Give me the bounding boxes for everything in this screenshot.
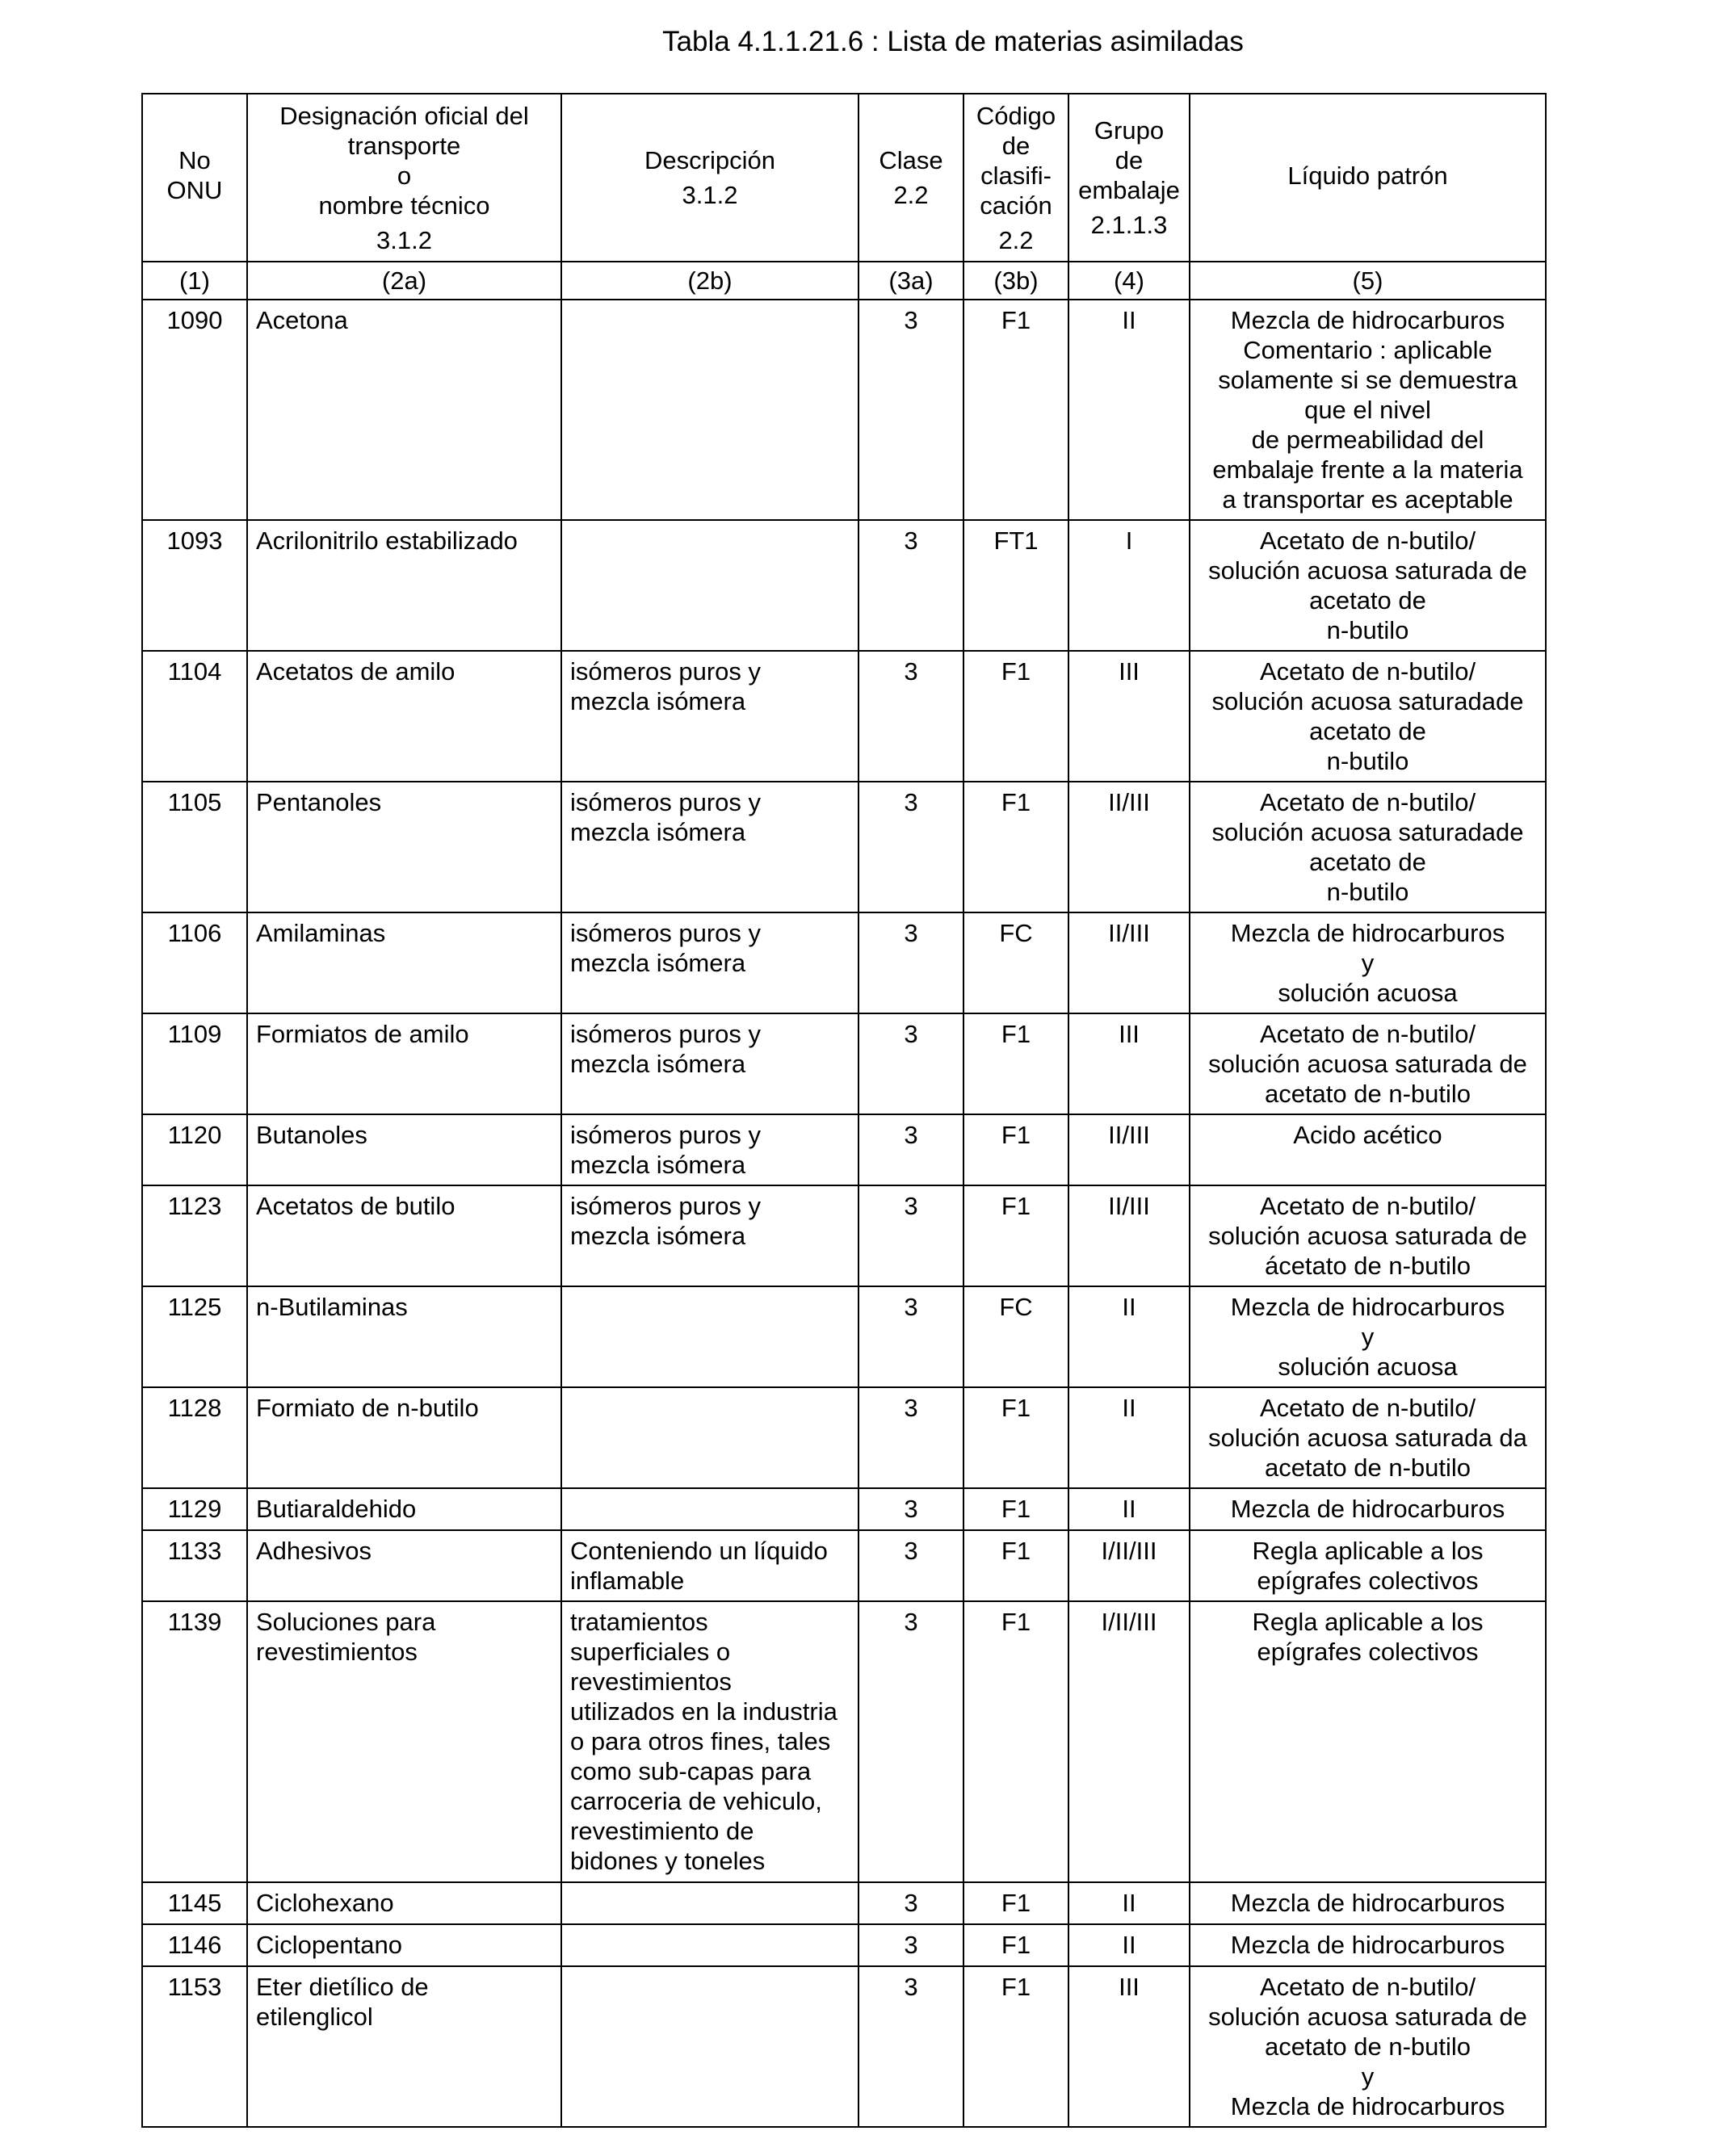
cell-onu: 1129: [142, 1488, 247, 1530]
cell-standard-liquid: Mezcla de hidrocarburos: [1190, 1882, 1546, 1924]
cell-packing-group: II: [1068, 1488, 1190, 1530]
cell-name: Acetona: [247, 300, 561, 520]
cell-name: Pentanoles: [247, 782, 561, 912]
cell-standard-liquid: Regla aplicable a los epígrafes colectivos: [1190, 1601, 1546, 1882]
cell-name: Butanoles: [247, 1114, 561, 1185]
cell-onu: 1125: [142, 1286, 247, 1387]
cell-packing-group: II: [1068, 1882, 1190, 1924]
cell-packing-group: I/II/III: [1068, 1601, 1190, 1882]
cell-packing-group: III: [1068, 1013, 1190, 1114]
column-number: (2a): [247, 262, 561, 300]
cell-code: F1: [963, 300, 1068, 520]
cell-class: 3: [858, 1185, 963, 1286]
cell-class: 3: [858, 1530, 963, 1601]
cell-description: [561, 1488, 858, 1530]
table-body: [142, 300, 1546, 2127]
cell-name: Amilaminas: [247, 912, 561, 1013]
cell-code: F1: [963, 1966, 1068, 2127]
cell-packing-group: II/III: [1068, 782, 1190, 912]
materials-table: [141, 93, 1547, 2128]
cell-onu: 1139: [142, 1601, 247, 1882]
cell-standard-liquid: Regla aplicable a los epígrafes colectivos: [1190, 1530, 1546, 1601]
cell-class: 3: [858, 1601, 963, 1882]
cell-description: isómeros puros y mezcla isómera: [561, 782, 858, 912]
cell-standard-liquid: Acetato de n-butilo/ solución acuosa saturada de acetato de n-butilo: [1190, 520, 1546, 651]
cell-packing-group: II/III: [1068, 1185, 1190, 1286]
cell-name: Acetatos de butilo: [247, 1185, 561, 1286]
cell-code: F1: [963, 1185, 1068, 1286]
column-number: (2b): [561, 262, 858, 300]
table-row: [142, 1185, 1546, 1286]
cell-name: Acrilonitrilo estabilizado: [247, 520, 561, 651]
cell-name: n-Butilaminas: [247, 1286, 561, 1387]
cell-name: Acetatos de amilo: [247, 651, 561, 782]
table-row: [142, 1387, 1546, 1488]
cell-code: FT1: [963, 520, 1068, 651]
cell-packing-group: III: [1068, 1966, 1190, 2127]
cell-packing-group: III: [1068, 651, 1190, 782]
cell-code: F1: [963, 1114, 1068, 1185]
cell-description: [561, 1387, 858, 1488]
table-row: [142, 1601, 1546, 1882]
cell-onu: 1145: [142, 1882, 247, 1924]
cell-onu: 1104: [142, 651, 247, 782]
cell-code: F1: [963, 1488, 1068, 1530]
cell-class: 3: [858, 1114, 963, 1185]
cell-code: F1: [963, 1530, 1068, 1601]
cell-description: isómeros puros y mezcla isómera: [561, 912, 858, 1013]
table-row: [142, 1882, 1546, 1924]
cell-packing-group: I/II/III: [1068, 1530, 1190, 1601]
cell-onu: 1123: [142, 1185, 247, 1286]
table-row: [142, 300, 1546, 520]
table-row: [142, 1114, 1546, 1185]
cell-packing-group: II/III: [1068, 912, 1190, 1013]
cell-description: isómeros puros y mezcla isómera: [561, 1185, 858, 1286]
cell-class: 3: [858, 1966, 963, 2127]
cell-description: tratamientos superficiales o revestimientos utilizados en la industria o para otros fines, tales como sub-capas para carroceria de vehiculo, revestimiento de bidones y toneles: [561, 1601, 858, 1882]
page-title: Tabla 4.1.1.21.6 : Lista de materias asimiladas: [662, 26, 1244, 57]
cell-code: F1: [963, 651, 1068, 782]
column-number: (1): [142, 262, 247, 300]
table-row: [142, 1013, 1546, 1114]
cell-description: [561, 1924, 858, 1966]
cell-onu: 1090: [142, 300, 247, 520]
cell-description: [561, 520, 858, 651]
table-row: [142, 1286, 1546, 1387]
cell-packing-group: I: [1068, 520, 1190, 651]
cell-code: FC: [963, 1286, 1068, 1387]
cell-class: 3: [858, 1013, 963, 1114]
cell-code: F1: [963, 1387, 1068, 1488]
cell-onu: 1153: [142, 1966, 247, 2127]
cell-class: 3: [858, 300, 963, 520]
header-cell-code: Código de clasifi- cación 2.2: [963, 94, 1068, 262]
cell-code: F1: [963, 1013, 1068, 1114]
cell-standard-liquid: Acetato de n-butilo/ solución acuosa saturada da acetato de n-butilo: [1190, 1387, 1546, 1488]
cell-onu: 1146: [142, 1924, 247, 1966]
header-cell-description: Descripción 3.1.2: [561, 94, 858, 262]
cell-standard-liquid: Mezcla de hidrocarburos Comentario : aplicable solamente si se demuestra que el nivel de permeabilidad del embalaje frente a la materia a transportar es aceptable: [1190, 300, 1546, 520]
cell-standard-liquid: Mezcla de hidrocarburos y solución acuosa: [1190, 1286, 1546, 1387]
cell-standard-liquid: Acetato de n-butilo/ solución acuosa saturadade acetato de n-butilo: [1190, 782, 1546, 912]
column-number-row: [142, 262, 1546, 300]
cell-name: Formiato de n-butilo: [247, 1387, 561, 1488]
cell-standard-liquid: Acetato de n-butilo/ solución acuosa saturadade acetato de n-butilo: [1190, 651, 1546, 782]
column-number: (5): [1190, 262, 1546, 300]
cell-standard-liquid: Acetato de n-butilo/ solución acuosa saturada de acetato de n-butilo: [1190, 1013, 1546, 1114]
cell-class: 3: [858, 1286, 963, 1387]
cell-description: [561, 1966, 858, 2127]
column-number: (3b): [963, 262, 1068, 300]
cell-code: F1: [963, 1882, 1068, 1924]
cell-onu: 1128: [142, 1387, 247, 1488]
cell-packing-group: II: [1068, 1387, 1190, 1488]
table-row: [142, 1488, 1546, 1530]
header-row: [142, 94, 1546, 262]
cell-onu: 1109: [142, 1013, 247, 1114]
cell-onu: 1105: [142, 782, 247, 912]
cell-description: isómeros puros y mezcla isómera: [561, 1013, 858, 1114]
cell-name: Eter dietílico de etilenglicol: [247, 1966, 561, 2127]
cell-onu: 1106: [142, 912, 247, 1013]
cell-onu: 1120: [142, 1114, 247, 1185]
cell-name: Ciclopentano: [247, 1924, 561, 1966]
cell-name: Formiatos de amilo: [247, 1013, 561, 1114]
cell-class: 3: [858, 520, 963, 651]
cell-description: isómeros puros y mezcla isómera: [561, 651, 858, 782]
cell-onu: 1133: [142, 1530, 247, 1601]
cell-onu: 1093: [142, 520, 247, 651]
table-row: [142, 1924, 1546, 1966]
cell-standard-liquid: Acido acético: [1190, 1114, 1546, 1185]
cell-name: Ciclohexano: [247, 1882, 561, 1924]
column-number: (4): [1068, 262, 1190, 300]
table-row: [142, 912, 1546, 1013]
cell-code: F1: [963, 1924, 1068, 1966]
cell-code: FC: [963, 912, 1068, 1013]
cell-name: Adhesivos: [247, 1530, 561, 1601]
table-row: [142, 651, 1546, 782]
cell-description: Conteniendo un líquido inflamable: [561, 1530, 858, 1601]
cell-class: 3: [858, 1488, 963, 1530]
cell-description: [561, 300, 858, 520]
cell-standard-liquid: Mezcla de hidrocarburos: [1190, 1488, 1546, 1530]
header-cell-packing-group: Grupo de embalaje 2.1.1.3: [1068, 94, 1190, 262]
cell-description: isómeros puros y mezcla isómera: [561, 1114, 858, 1185]
header-cell-name: Designación oficial del transporte o nombre técnico 3.1.2: [247, 94, 561, 262]
header-cell-standard-liquid: Líquido patrón: [1190, 94, 1546, 262]
cell-packing-group: II: [1068, 1286, 1190, 1387]
cell-code: F1: [963, 1601, 1068, 1882]
cell-description: [561, 1286, 858, 1387]
header-cell-class: Clase 2.2: [858, 94, 963, 262]
column-number: (3a): [858, 262, 963, 300]
table-row: [142, 782, 1546, 912]
cell-class: 3: [858, 651, 963, 782]
cell-standard-liquid: Acetato de n-butilo/ solución acuosa saturada de acetato de n-butilo y Mezcla de hidrocarburos: [1190, 1966, 1546, 2127]
cell-packing-group: II: [1068, 300, 1190, 520]
cell-standard-liquid: Mezcla de hidrocarburos: [1190, 1924, 1546, 1966]
table-row: [142, 1966, 1546, 2127]
cell-class: 3: [858, 1387, 963, 1488]
cell-packing-group: II: [1068, 1924, 1190, 1966]
cell-class: 3: [858, 912, 963, 1013]
cell-class: 3: [858, 782, 963, 912]
table-row: [142, 520, 1546, 651]
cell-class: 3: [858, 1882, 963, 1924]
cell-standard-liquid: Mezcla de hidrocarburos y solución acuosa: [1190, 912, 1546, 1013]
table-row: [142, 1530, 1546, 1601]
cell-code: F1: [963, 782, 1068, 912]
cell-class: 3: [858, 1924, 963, 1966]
cell-name: Soluciones para revestimientos: [247, 1601, 561, 1882]
cell-name: Butiaraldehido: [247, 1488, 561, 1530]
cell-packing-group: II/III: [1068, 1114, 1190, 1185]
cell-standard-liquid: Acetato de n-butilo/ solución acuosa saturada de ácetato de n-butilo: [1190, 1185, 1546, 1286]
header-cell-onu: No ONU: [142, 94, 247, 262]
cell-description: [561, 1882, 858, 1924]
